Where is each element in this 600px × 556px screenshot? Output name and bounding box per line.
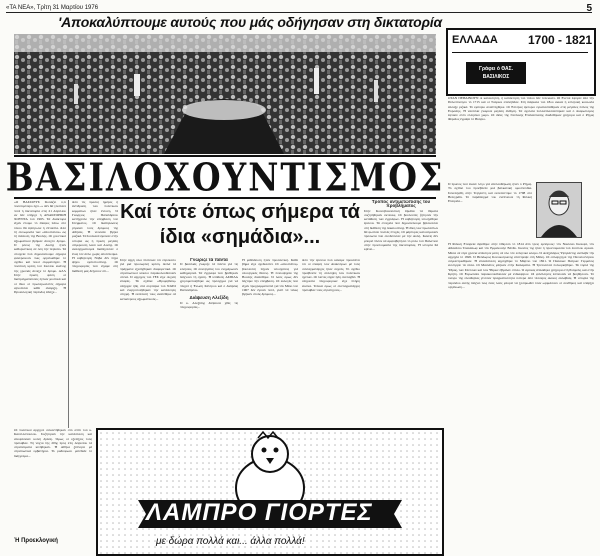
- column-rule: [68, 200, 69, 428]
- banner-text: ΒΑΣΙΛΟΧΟΥΝΤΙΣΜΟΣ: [5, 154, 445, 200]
- article-column-1: «Ο ΒΑΣΙΛΕΥΣ θυσιάζει ό,τι πολυτιμότερο έχει...» Δέν θά γινότανε ποτέ ή δικτατορία στίς 21 Απριλίου αν δέν υπήρχε ή ΑΝΑΚΤΟΡΙΚΗ ΧΟΥΝΤΑ τού 1965. Τά Ανάκτορα είχαν έτοιμο τό έδαφος πάνω στό όποιο θά έφύτρωνε ή έπταετία. Άπό τή συνωμοσία τών «άποστατών» ώς τή διάλυση τής Βουλής. Οί χουντικοί άξιωματικοί βρήκαν άνοιχτό δρόμο. Ό ρόλος τής Αυλής ήταν καθοριστικός σέ όλη τήν περίοδο. Τά στοιχεία πού δημοσιεύουμε σήμερα φανερώνουν πώς οργανώθηκε τό σχέδιο καί ποιοί συμμετείχαν. Ή πολιτική κρίση τού Ιουλίου εκείνης τής χρονιάς άνοιξε τό δρόμο. ΑΛΛ Στήν πρώτη φάση οί διαπραγματεύσεις έγιναν μυστικά καί οί ίδιοι οί πρωταγωνιστές σήμερα αρνούνται κάθε ανάμιξη. Ή Προεκλογική περίοδος έδειξε...: [14, 200, 66, 295]
- author-portrait: [536, 182, 582, 238]
- sidebar-text-2: Ό πρώτος πού έκανε λόγο γιά απελευθέρωση ήταν ό Ρήγας. Τό σχέδιό του προέβλεπε μιά βαλκανική ομοσπονδία. Συνελήφθη στήν Τεργέστη καί εκτελέστηκε τό 1798 στό Βελιγράδι. Τό παράδειγμά του ενέπνευσε τή Φιλική Εταιρεία...: [448, 182, 532, 204]
- page-number: 5: [586, 3, 592, 14]
- article-column-4: Γνώριζε τά πάντα Ό βασιλιάς γνώριζε τά πάντα γιά τίς κινήσεις. Οί συνεργάτες του ενημέρωναν καθημερινά. Τά έγγραφα πού βρέθηκαν δείχνουν τή σχέση. Ή υπόθεση ΑΣΠΙΔΑ χρησιμοποιήθηκε ώς πρόσχημα γιά νά πληγεί ή Ένωση Κέντρου καί ό Ανδρέας Παπανδρέου. Διάψευση Αλεξίδη Ό κ. Αλεξίδης διέψευσε χθές τίς πληροφορίες...: [180, 258, 238, 309]
- article-column-6: Άπό τήν έρευνα πού κάναμε προκύπτει ότι οί επαφές τών Ανακτόρων μέ τούς συνταγματάρχες ήταν συχνές. Τό σχέδιο προέβλεπε τή σύλληψη τών πολιτικών ηγετών. Οί λίστες είχαν ήδη συνταχθεί. Ή υπηρεσία πληροφοριών είχε πλήρη εικόνα. Τελικά όμως οί συνταγματάρχες πρόλαβαν τούς στρατηγούς...: [302, 258, 360, 293]
- ad-tagline: με δώρα πολλά και... άλλα πολλά!: [156, 536, 305, 547]
- ad-brand: ΛΑΜΠΡΟ ΓΙΟΡΤΕΣ: [146, 499, 373, 526]
- main-subheadline: Καί τότε όπως σήμερα τά ίδια «σημάδια»...: [120, 201, 360, 248]
- side-heading-1: Γνώριζε τά πάντα: [190, 258, 228, 262]
- main-banner-headline: [5, 154, 445, 200]
- bottom-left-heading: Ή Προεκλογική: [14, 538, 58, 544]
- article-column-2: Άπό τίς πρώτες ήμέρες ή άντίδραση τών πολιτικών κομμάτων ήταν έντονη. Ό Γεώργιος Παπανδρέου κατήγγειλε τήν επέμβαση τού Στέμματος. Οί διαδηλώσεις γέμισαν τούς δρόμους τής Αθήνας. Ή νεολαία βγήκε μαζικά. Τά Ιουλιανά έμειναν στήν ιστορία ώς ή πρώτη μεγάλη σύγκρουση λαού καί Αυλής. Οί ανασχηματισμοί διαδέχονταν ό ένας τόν άλλο χωρίς αποτέλεσμα. Ή κυβέρνηση Νόβα δέν πήρε ψήφο εμπιστοσύνης. Οί πληροφορίες πού είχαμε στή διάθεσή μας δείχνουν ότι...: [72, 200, 118, 273]
- sidebar-rule: [452, 52, 588, 53]
- sidebar-text-3: Ή Φιλική Εταιρεία ιδρύθηκε στήν Οδησσό τό 1814 άπό τρεις εμπόρους: τόν Νικόλαο Σκουφά, τόν Αθανάσιο Τσακάλωφ καί τόν Εμμανουήλ Ξάνθο. Σκοπός της ήταν ή προετοιμασία τού ένοπλου αγώνα. Μέσα σέ λίγα χρόνια απέκτησε μέλη σέ όλο τόν ελληνικό κόσμο. Ό Αλέξανδρος Υψηλάντης ανέλαβε τήν αρχηγία τό 1820. Ό Θεόδωρος Κολοκοτρώνης επέστρεψε στή Μάνη. Οί οπλαρχηγοί τής Πελοποννήσου συγκεντρώθηκαν. Ή επανάσταση κηρύχθηκε τό Μάρτιο τού 1821. Ό Παλαιών Πατρών Γερμανός ευλόγησε τά όπλα. Οί Μανιάτες μπήκαν στήν Καλαμάτα. Ή Τριπολιτσά πολιορκήθηκε. Τά νησιά τής Ύδρας, τών Σπετσών καί τών Ψαρών έβγαλαν στόλο. Ό αγώνας άπλώθηκε γρήγορα στή Ρούμελη καί στήν Κρήτη. Οί Ευρωπαίοι παρακολουθούσαν μέ ενδιαφέρον. Οί φιλέλληνες έσπευσαν νά βοηθήσουν. Τό όνειρο τής ελευθερίας γινόταν πραγματικότητα ύστερα άπό τέσσερις αιώνες σκλαβιάς. Ή ιστορία τής περιόδου αυτής δείχνει πώς ένας λαός μπορεί νά ξεσηκωθεί όταν ωριμάσουν οί συνθήκες καί υπάρξει οργάνωση...: [448, 242, 594, 289]
- sidebar-years: 1700 - 1821: [528, 33, 593, 47]
- article-column-7: Τρόπος αντιμετώπισης του προβλήματος Στήν Κοινοβουλευτική Ομάδα τά θέματα συζητήθηκαν εκτενώς. Οί βουλευτές ζήτησαν τήν κατάθεση τών εγγράφων. Ή κυβέρνηση υποσχέθηκε έρευνα. Τά στοιχεία πού δημοσιεύουμε βρίσκονται στή διάθεση τής Δικαιοσύνης. Ή δίκη τών πρωταιτίων θά φωτίσει πολλές πτυχές. Οί μάρτυρες κατονόμασαν πρόσωπα πού συνδέονταν μέ τήν Αυλή. Κανείς δέν μπορεί πλέον νά αμφισβητήσει τό ρόλο τού Παλατιού στήν προετοιμασία τής δικτατορίας. Ή ιστορία θά κρίνει...: [364, 200, 438, 252]
- sidebar-country: ΕΛΛΑΔΑ: [452, 34, 498, 46]
- masthead-date: «ΤΑ ΝΕΑ», Τρίτη 31 Μαρτίου 1976: [6, 5, 99, 11]
- side-heading-2: Διάψευση Αλεξίδη: [189, 295, 229, 301]
- article-column-1b: Οί πολιτικοί αρχηγοί συναντήθηκαν στό σπίτι τού κ. Κανελλόπουλου. Συζήτησαν τήν κατάσταση καί αποφάσισαν κοινή δράση. Όμως οί εξελίξεις τούς πρόλαβαν. Τή νύχτα τής 20ής πρός 21η Απριλίου τά στρατεύματα κινήθηκαν. Ή Αθήνα ξύπνησε μέ στρατιωτικά εμβατήρια. Τό ραδιόφωνο μετέδιδε τό διάγγελμα...: [14, 428, 92, 458]
- article-column-3: Στήν άρχή όλοι πίστευαν ότι επρόκειτο γιά μιά προσωρινή κρίση. Άλλά τά πράγματα εξελίχθηκαν διαφορετικά. Οί στρατιωτικοί κύκλοι παρακολουθούσαν στενά. Ό αρχηγός τού ΓΕΣ είχε συχνές επαφές. Τά σχέδια «Προμηθεύς» υπήρχαν ήδη στά συρτάρια τού ΝΑΤΟ καί ενεργοποιήθηκαν τήν κατάλληλη στιγμή. Ή εκτέλεσή τους ανατέθηκε σέ κατώτερους αξιωματικούς...: [120, 258, 176, 301]
- side-heading-3: Τρόπος αντιμετώπισης του προβλήματος: [371, 200, 431, 209]
- top-headline: 'Αποκαλύπτουμε αυτούς που μάς οδήγησαν στη δικτατορία: [58, 14, 442, 30]
- crowd-photo: [14, 34, 436, 154]
- sidebar-text-1: ΟΤΑΝ ΠΕΘΑΙΝΟΥΝ οί κατακτητές, ή κατάκτηση τού τόπου δέν τελειώνει. Οί Ενετοί έφυγαν άπό τήν Πελοπόννησο τό 1715 καί οί Τούρκοι επανήλθαν. Στή διάρκεια τού 18ου αιώνα ή ελληνική κοινωνία άλλαξε ριζικά. Τό εμπόριο αναπτύχθηκε. Οί Έλληνες έμποροι εγκαταστάθηκαν στίς μεγάλες πόλεις τής Ευρώπης. Ή ναυτιλία γνώρισε μεγάλη άνθηση. Τά σχολεία πολλαπλασιάστηκαν καί ό Διαφωτισμός έφτασε στόν ελληνικό χώρο. Οί ιδέες τής Γαλλικής Επανάστασης διαδόθηκαν γρήγορα καί ό Ρήγας Φεραίος έγραψε τό Θούριο.: [448, 96, 594, 122]
- article-column-5: Ή μεθόδευση ήταν προσεκτική. Κάθε βήμα είχε σχεδιαστεί. Οί «αποστάτες» βουλευτές πήραν υποσχέσεις γιά υπουργικές θέσεις. Ή πλειοψηφία τής Βουλής διαλύθηκε. Ό λαός όμως δέν δέχτηκε τήν επέμβαση. Οί εκλογές πού είχαν προγραμματιστεί γιά τόν Μάιο τού 1967 δέν έγιναν ποτέ, γιατί τά τανκς βγήκαν στούς δρόμους...: [242, 258, 298, 297]
- series-author-label: Γράφει ό ΘΑΣ. ΒΑΣΙΛΙΚΟΣ: [466, 62, 526, 84]
- top-rule: [6, 12, 592, 13]
